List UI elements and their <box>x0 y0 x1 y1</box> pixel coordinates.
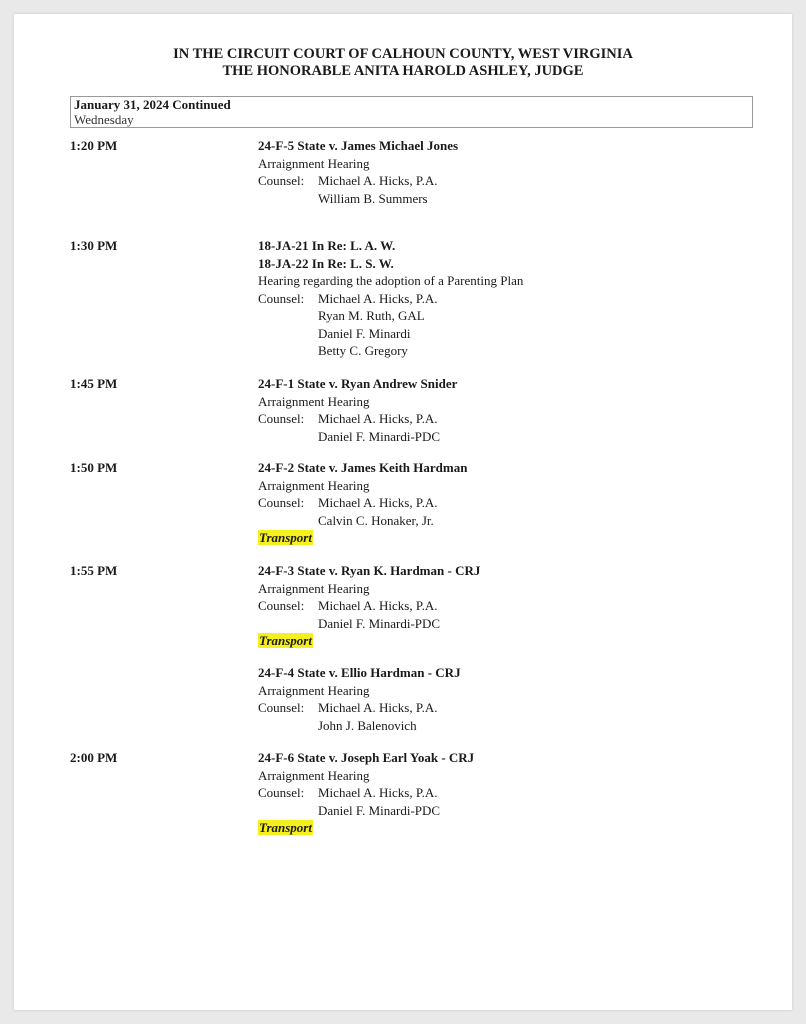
counsel-name: Michael A. Hicks, P.A. <box>318 290 438 306</box>
hearing-type: Arraignment Hearing <box>258 767 370 783</box>
counsel-label: Counsel: <box>258 495 305 510</box>
case-caption: 18-JA-22 In Re: L. S. W. <box>258 255 394 271</box>
counsel-name: Ryan M. Ruth, GAL <box>318 308 425 323</box>
counsel-label: Counsel: <box>258 411 305 426</box>
entry-time: 1:55 PM <box>70 563 118 578</box>
case-caption: 24-F-5 State v. James Michael Jones <box>258 138 459 153</box>
docket-weekday: Wednesday <box>74 112 134 127</box>
transport-flag: Transport <box>259 530 312 545</box>
hearing-type: Arraignment Hearing <box>258 682 370 698</box>
case-caption: 24-F-6 State v. Joseph Earl Yoak - CRJ <box>258 750 475 765</box>
court-header <box>0 46 806 80</box>
docket-entry <box>258 664 738 734</box>
docket-date: January 31, 2024 Continued <box>74 97 231 112</box>
counsel-name: Michael A. Hicks, P.A. <box>318 495 438 510</box>
counsel-name: Calvin C. Honaker, Jr. <box>318 512 434 528</box>
counsel-name: Michael A. Hicks, P.A. <box>318 700 438 715</box>
docket-entry <box>258 237 738 360</box>
counsel-name: Michael A. Hicks, P.A. <box>318 411 438 426</box>
date-box <box>70 96 753 128</box>
hearing-type: Arraignment Hearing <box>258 477 370 493</box>
hearing-type: Arraignment Hearing <box>258 393 370 409</box>
counsel-name: William B. Summers <box>318 190 428 206</box>
hearing-type: Hearing regarding the adoption of a Parenting Plan <box>258 273 524 288</box>
counsel-label: Counsel: <box>258 290 305 306</box>
case-caption: 24-F-3 State v. Ryan K. Hardman - CRJ <box>258 563 481 578</box>
docket-entry <box>258 459 738 547</box>
case-caption: 24-F-1 State v. Ryan Andrew Snider <box>258 376 458 391</box>
judge-title: THE HONORABLE ANITA HAROLD ASHLEY, JUDGE <box>222 63 584 79</box>
counsel-name: John J. Balenovich <box>318 717 417 733</box>
counsel-name: Daniel F. Minardi-PDC <box>318 615 441 631</box>
counsel-label: Counsel: <box>258 173 305 188</box>
counsel-name: Daniel F. Minardi-PDC <box>318 802 441 818</box>
hearing-type: Arraignment Hearing <box>258 580 370 596</box>
counsel-name: Daniel F. Minardi <box>318 325 411 341</box>
transport-flag: Transport <box>259 820 312 835</box>
court-title: IN THE CIRCUIT COURT OF CALHOUN COUNTY, WEST VIRGINIA <box>173 46 633 62</box>
counsel-label: Counsel: <box>258 598 305 613</box>
counsel-name: Michael A. Hicks, P.A. <box>318 785 438 800</box>
counsel-name: Michael A. Hicks, P.A. <box>318 598 438 613</box>
entry-time: 1:45 PM <box>70 376 118 391</box>
counsel-name: Daniel F. Minardi-PDC <box>318 428 441 444</box>
transport-flag: Transport <box>259 633 312 648</box>
docket-entry <box>258 137 738 207</box>
counsel-name: Michael A. Hicks, P.A. <box>318 173 438 188</box>
case-caption: 24-F-2 State v. James Keith Hardman <box>258 460 468 475</box>
entry-time: 1:50 PM <box>70 460 118 475</box>
docket-entry <box>258 562 738 650</box>
docket-entry <box>258 749 738 837</box>
case-caption: 24-F-4 State v. Ellio Hardman - CRJ <box>258 665 461 680</box>
counsel-name: Betty C. Gregory <box>318 343 408 358</box>
hearing-type: Arraignment Hearing <box>258 155 370 171</box>
case-caption: 18-JA-21 In Re: L. A. W. <box>258 238 396 253</box>
counsel-label: Counsel: <box>258 700 305 715</box>
entry-time: 1:20 PM <box>70 138 118 153</box>
entry-time: 2:00 PM <box>70 750 118 765</box>
entry-time: 1:30 PM <box>70 238 118 253</box>
counsel-label: Counsel: <box>258 785 305 800</box>
docket-entry <box>258 375 738 445</box>
